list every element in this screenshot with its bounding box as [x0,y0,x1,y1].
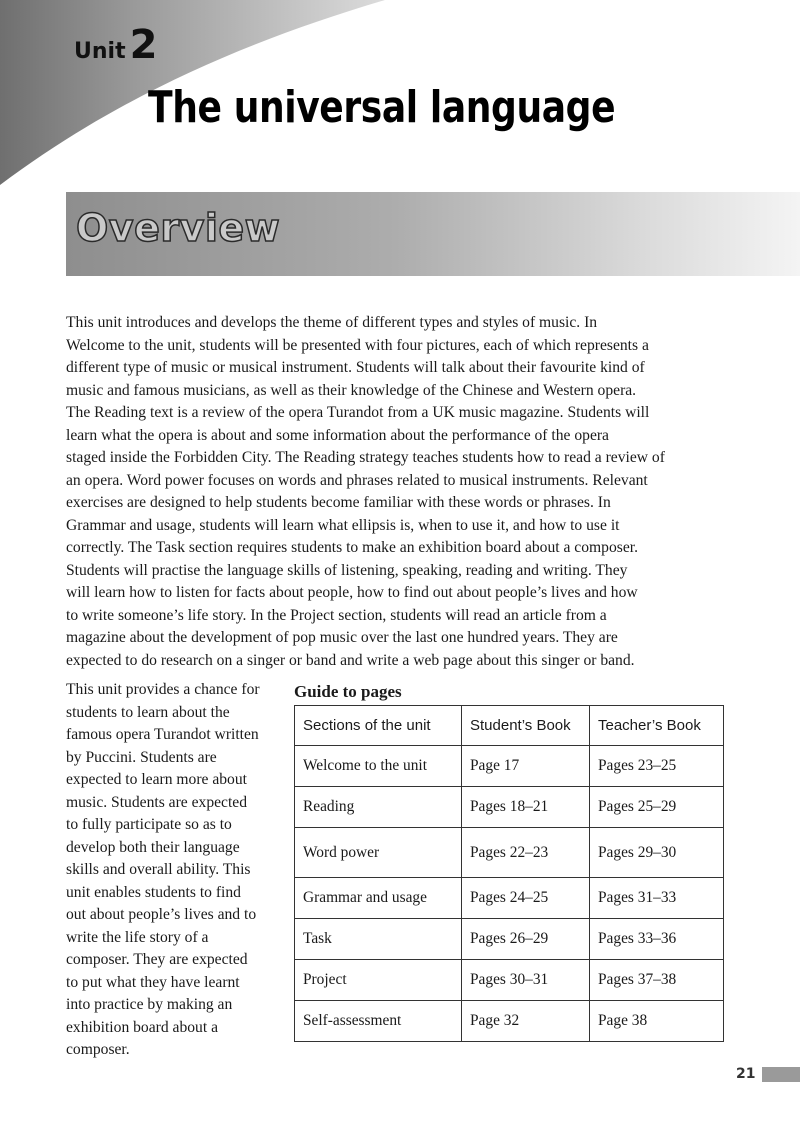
table-row [295,1001,724,1042]
intro-line: correctly. The Task section requires students to make an exhibition board about a composer. [66,539,638,556]
table-row [295,960,724,1001]
overview-banner [66,192,800,276]
side-paragraph [66,679,288,1062]
table-cell: Pages 26–29 [462,919,590,960]
intro-line: an opera. Word power focuses on words and phrases related to musical instruments. Relevant [66,471,648,489]
side-line: unit enables students to find [66,883,241,901]
table-cell: Pages 29–30 [590,828,724,878]
table-cell: Project [295,960,462,1001]
intro-paragraph [66,312,736,672]
unit-number: 2 [129,22,158,68]
table-cell: Pages 31–33 [590,878,724,919]
page-title: The universal language [148,82,616,133]
overview-heading: Overview [76,206,281,250]
side-line: by Puccini. Students are [66,748,217,766]
table-cell: Page 38 [590,1001,724,1042]
side-line: expected to learn more about [66,771,247,788]
side-line: music. Students are expected [66,793,248,811]
side-line: to fully participate so as to [66,816,232,833]
side-line: write the life story of a [66,928,209,946]
page-number: 21 [736,1066,756,1082]
table-cell: Page 17 [462,746,590,787]
table-cell: Reading [295,787,462,828]
table-cell: Pages 37–38 [590,960,724,1001]
table-cell: Word power [295,828,462,878]
table-cell: Pages 30–31 [462,960,590,1001]
guide-table [294,705,724,1042]
table-cell: Self-assessment [295,1001,462,1042]
table-header-row [295,706,724,746]
side-line: This unit provides a chance for [66,681,260,698]
unit-word: Unit [74,39,126,64]
side-line: into practice by making an [66,996,233,1013]
table-row [295,787,724,828]
intro-line: This unit introduces and develops the theme of different types and styles of music. In [66,314,598,331]
table-cell: Welcome to the unit [295,746,462,787]
table-cell: Pages 18–21 [462,787,590,828]
column-header: Student’s Book [462,706,590,746]
intro-line: different type of music or musical instrument. Students will talk about their favourite kind of [66,359,645,376]
side-line: exhibition board about a [66,1018,219,1036]
side-line: out about people’s lives and to [66,906,257,923]
table-cell: Pages 25–29 [590,787,724,828]
unit-label [74,22,157,68]
table-row [295,828,724,878]
side-line: composer. [66,1041,130,1058]
intro-line: expected to do research on a singer or band and write a web page about this singer or band. [66,651,635,669]
intro-line: staged inside the Forbidden City. The Reading strategy teaches students how to read a review of [66,449,665,466]
intro-line: Welcome to the unit, students will be presented with four pictures, each of which represents a [66,336,649,354]
page-number-bar [762,1067,800,1082]
intro-line: music and famous musicians, as well as their knowledge of the Chinese and Western opera. [66,381,637,399]
intro-line: exercises are designed to help students become familiar with these words or phrases. In [66,494,611,511]
table-row [295,878,724,919]
table-cell: Page 32 [462,1001,590,1042]
table-cell: Task [295,919,462,960]
intro-line: to write someone’s life story. In the Project section, students will read an article from a [66,606,607,624]
side-line: famous opera Turandot written [66,726,259,743]
table-cell: Pages 24–25 [462,878,590,919]
intro-line: magazine about the development of pop music over the last one hundred years. They are [66,629,618,646]
intro-line: learn what the opera is about and some information about the performance of the opera [66,426,609,444]
table-cell: Pages 23–25 [590,746,724,787]
column-header: Sections of the unit [295,706,462,746]
intro-line: Grammar and usage, students will learn what ellipsis is, when to use it, and how to use it [66,516,620,534]
side-line: composer. They are expected [66,951,248,968]
table-row [295,919,724,960]
table-row [295,746,724,787]
intro-line: will learn how to listen for facts about people, how to find out about people’s lives and how [66,584,638,601]
side-line: to put what they have learnt [66,973,240,991]
column-header: Teacher’s Book [590,706,724,746]
side-line: develop both their language [66,838,240,856]
side-line: skills and overall ability. This [66,861,251,878]
table-cell: Pages 22–23 [462,828,590,878]
table-cell: Pages 33–36 [590,919,724,960]
side-line: students to learn about the [66,703,230,721]
guide-heading: Guide to pages [294,682,402,701]
intro-line: Students will practise the language skills of listening, speaking, reading and writing. They [66,561,628,579]
intro-line: The Reading text is a review of the opera Turandot from a UK music magazine. Students will [66,404,650,421]
table-cell: Grammar and usage [295,878,462,919]
